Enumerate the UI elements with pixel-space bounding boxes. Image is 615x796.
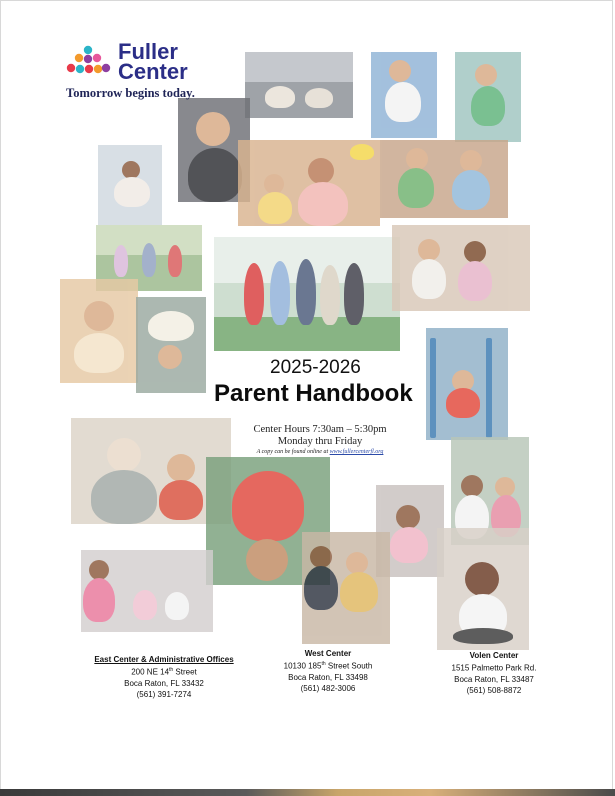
center-name: West Center	[304, 649, 352, 658]
online-copy-text: A copy can be found online at	[256, 449, 330, 455]
volen-center-address	[438, 650, 550, 696]
photo-classroom-room	[245, 52, 353, 118]
logo-tagline: Tomorrow begins today.	[66, 86, 195, 100]
photo-boy-climbing	[426, 328, 508, 440]
center-hours-block	[240, 424, 400, 457]
online-copy-note	[240, 448, 400, 457]
center-phone: (561) 391-7274	[136, 689, 192, 699]
center-name: Volen Center	[469, 651, 519, 660]
bottom-edge-strip	[0, 789, 615, 796]
east-center-address	[94, 654, 234, 700]
website-link[interactable]: www.fullercenterfl.org	[329, 449, 384, 455]
logo-name-line2: Center	[118, 59, 188, 84]
center-city: Boca Raton, FL 33487	[454, 674, 534, 684]
center-street: 1515 Palmetto Park Rd.	[451, 663, 537, 673]
handbook-year: 2025-2026	[270, 357, 361, 378]
logo-wordmark	[118, 39, 258, 84]
photo-girl-headphones	[437, 528, 529, 650]
photo-teacher-desk	[98, 145, 162, 225]
center-street: 10130 185th Street South	[283, 661, 373, 671]
photo-teacher-group	[238, 140, 380, 226]
center-street: 200 NE 14th Street	[131, 667, 197, 677]
center-name: East Center & Administrative Offices	[94, 655, 234, 664]
center-city: Boca Raton, FL 33498	[288, 672, 368, 682]
photo-toddlers-toys	[380, 140, 508, 218]
center-phone: (561) 508-8872	[466, 685, 522, 695]
center-phone: (561) 482-3006	[300, 683, 356, 693]
photo-classroom-circle	[81, 550, 213, 632]
photo-school-group	[214, 237, 400, 351]
photo-teachers-table	[302, 532, 390, 644]
fuller-center-logo-mark-icon	[64, 44, 112, 84]
photo-reading-book	[136, 297, 206, 393]
logo-name-line1: Fuller	[118, 39, 178, 64]
photo-toddlers-playroom	[392, 225, 530, 311]
center-days: Monday thru Friday	[277, 436, 363, 447]
center-hours: Center Hours 7:30am – 5:30pm	[253, 424, 387, 435]
photo-boy-playground	[455, 52, 521, 142]
west-center-address	[268, 648, 388, 694]
photo-girl-drawing	[371, 52, 437, 138]
handbook-title: Parent Handbook	[214, 380, 413, 407]
center-city: Boca Raton, FL 33432	[124, 678, 204, 688]
photo-girl-eating	[60, 279, 138, 383]
